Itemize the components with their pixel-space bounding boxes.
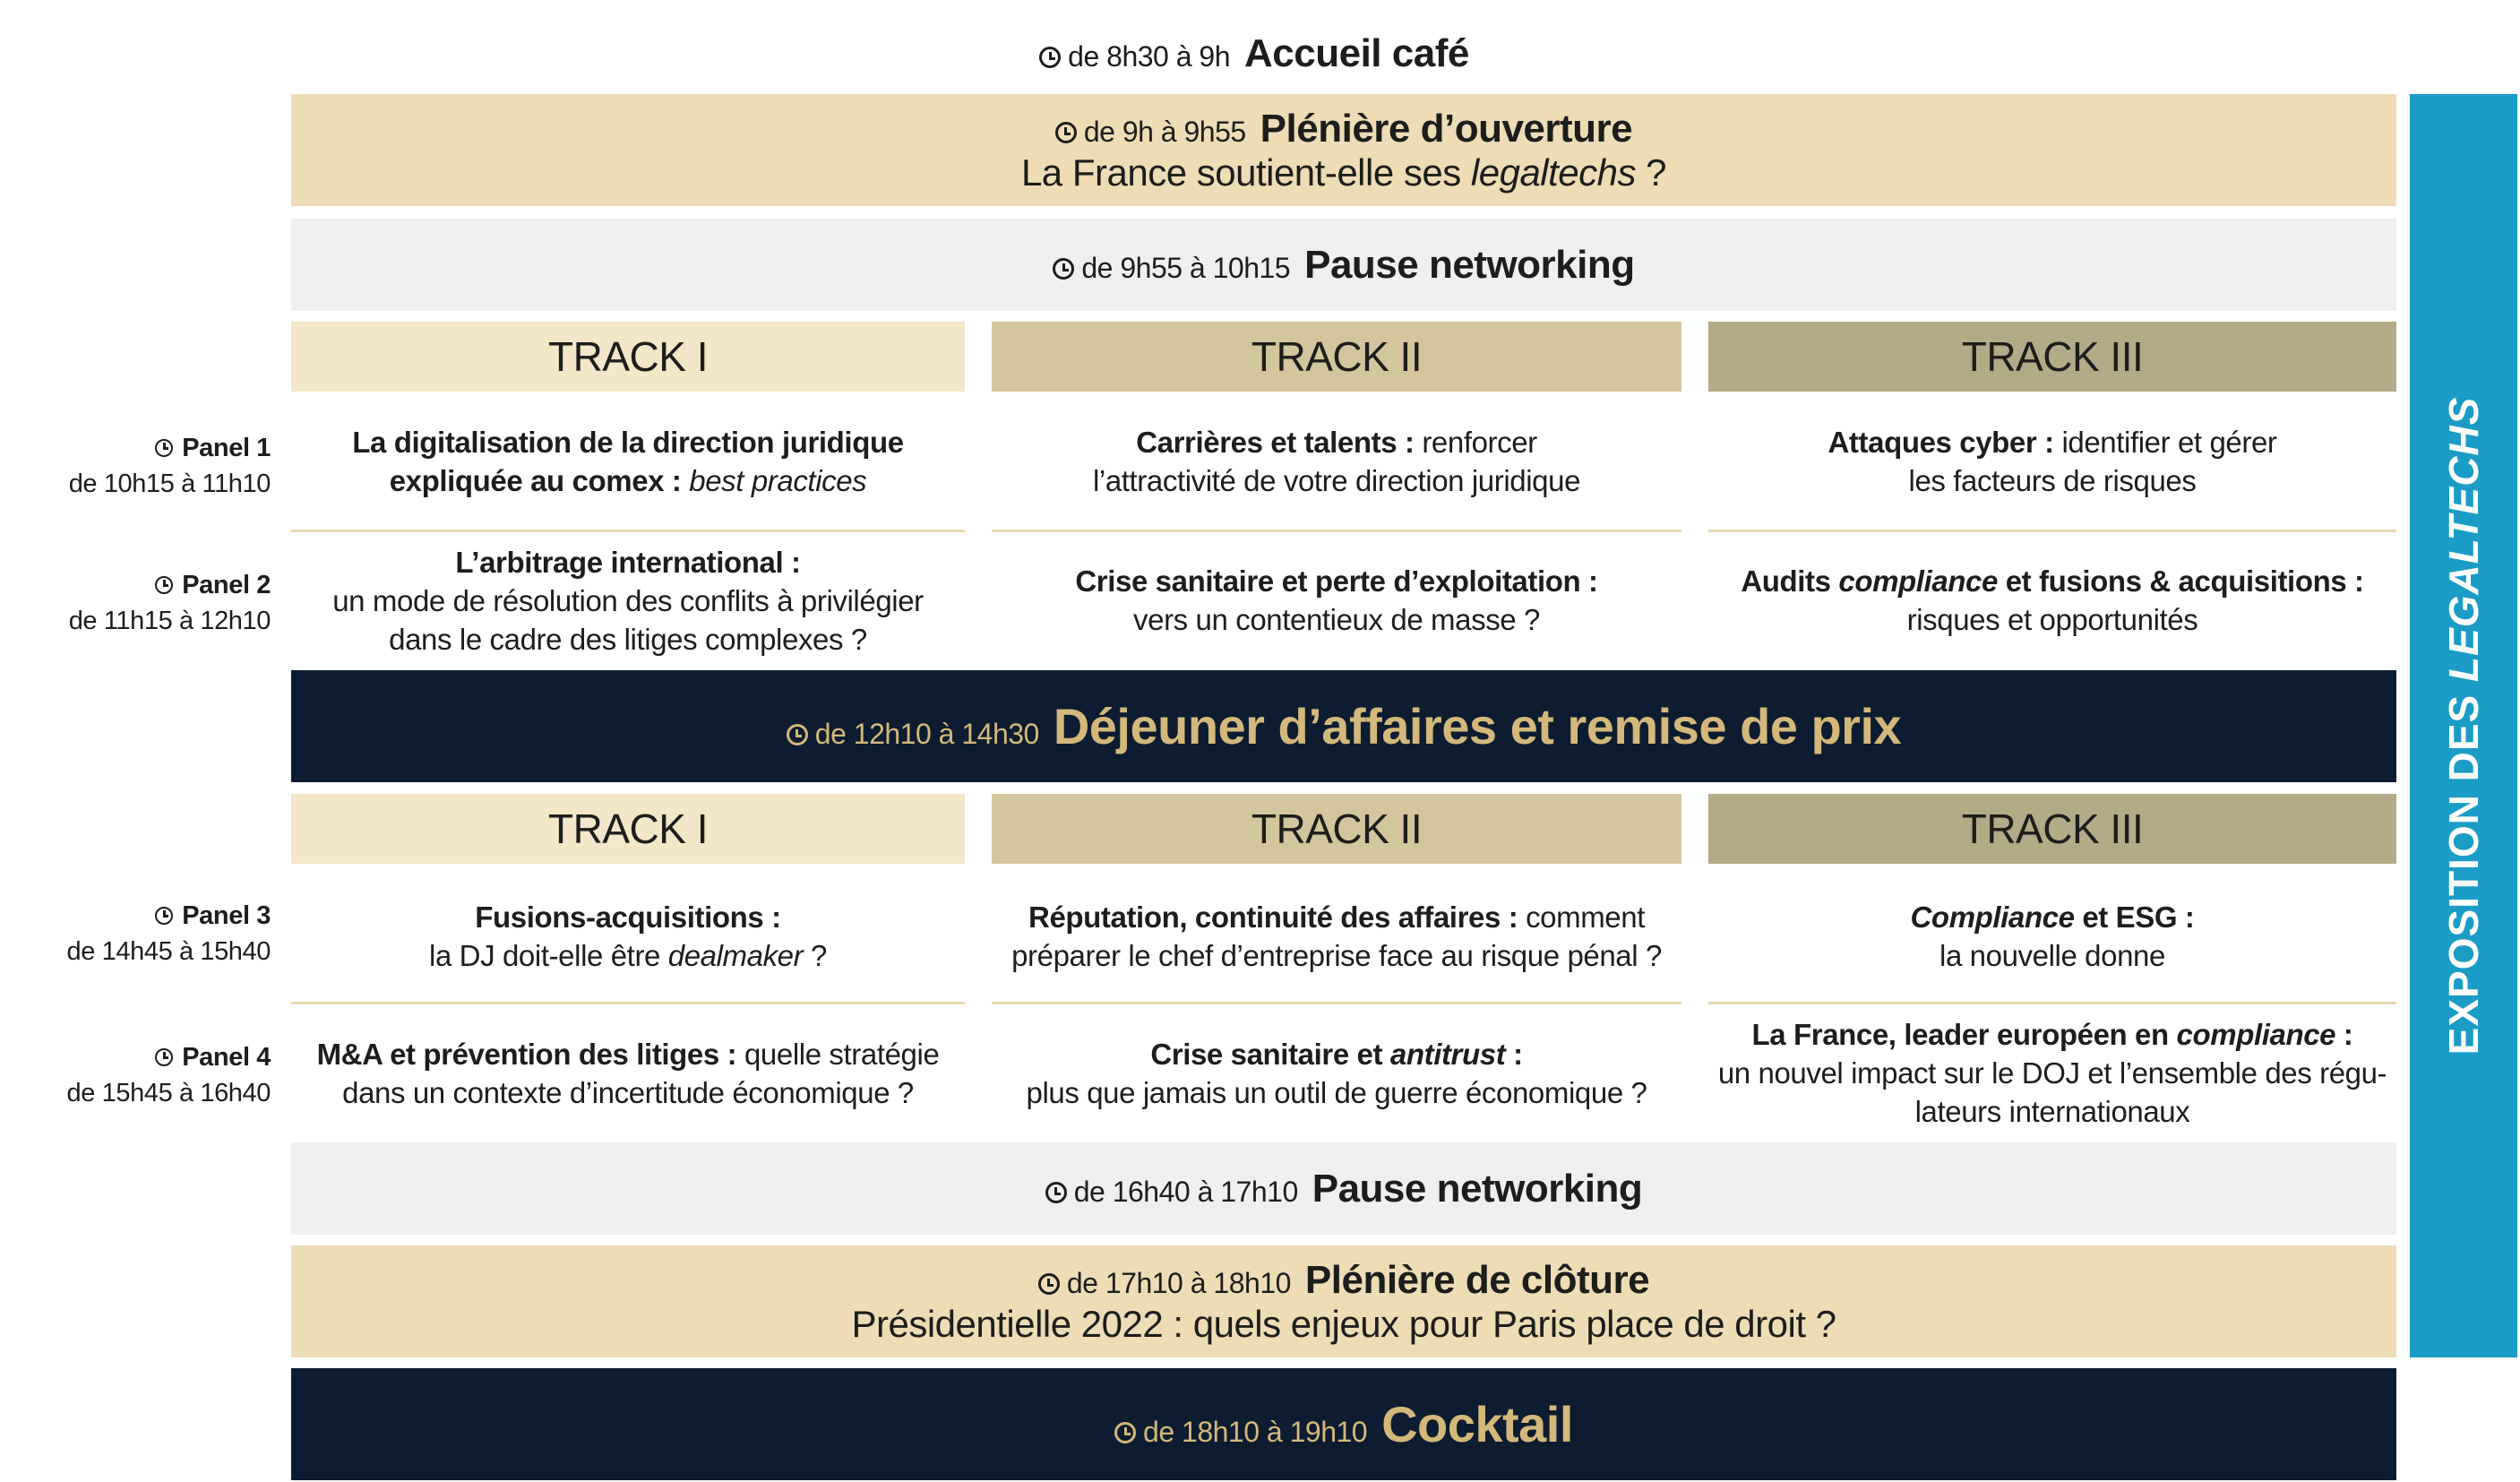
- dejeuner-time: de 12h10 à 14h30: [814, 718, 1039, 750]
- panel-3-track-1: Fusions-acquisitions : la DJ doit-elle être dealmaker ?: [429, 900, 827, 972]
- track-header-2: TRACK II: [992, 794, 1681, 864]
- panel-2-track-1: L’arbitrage international : un mode de résolution des conflits à privilégier dans le cadre des litiges complexes ?: [332, 545, 924, 656]
- pleniere-ouverture-subtitle: La France soutient-elle ses legaltechs ?: [1020, 151, 1667, 194]
- panel-1-label: Panel 1 de 10h15 à 11h10: [68, 434, 271, 498]
- clock-icon: [155, 439, 173, 457]
- panel-4-label: Panel 4 de 15h45 à 16h40: [66, 1043, 271, 1107]
- clock-icon: [1114, 1422, 1136, 1443]
- pause2-title: Pause networking: [1312, 1166, 1643, 1211]
- separator: [992, 1002, 1681, 1004]
- track-header-3: TRACK III: [1708, 322, 2396, 392]
- clock-icon: [787, 724, 808, 745]
- pause2-time: de 16h40 à 17h10: [1073, 1175, 1298, 1208]
- clock-icon: [1038, 1273, 1060, 1295]
- clock-icon: [155, 576, 173, 594]
- track-header-1: TRACK I: [291, 794, 965, 864]
- pleniere-ouverture-time: de 9h à 9h55: [1083, 115, 1246, 148]
- panel-1-track-1: La digitalisation de la direction juridique expliquée au comex : best practices: [352, 426, 904, 497]
- accueil-row: [941, 27, 1568, 81]
- panel-2-label: Panel 2 de 11h15 à 12h10: [68, 571, 271, 635]
- panel-3-track-3: Compliance et ESG : la nouvelle donne: [1910, 900, 2195, 972]
- panel-3-label: Panel 3 de 14h45 à 15h40: [66, 901, 271, 966]
- separator: [1708, 1002, 2396, 1004]
- panel-4-track-1: M&A et prévention des litiges : quelle stratégie dans un contexte d’incertitude économique ?: [316, 1037, 940, 1109]
- clock-icon: [1055, 122, 1077, 143]
- dejeuner-block: [291, 670, 2396, 782]
- panel-3-track-2: Réputation, continuité des affaires : comment préparer le chef d’entreprise face au risque pénal ?: [1011, 900, 1662, 972]
- panel-1-track-3: Attaques cyber : identifier et gérer les facteurs de risques: [1828, 426, 2277, 497]
- pleniere-cloture-subtitle: Présidentielle 2022 : quels enjeux pour Paris place de droit ?: [851, 1302, 1836, 1345]
- separator: [291, 530, 965, 532]
- panel-4-track-2: Crise sanitaire et antitrust : plus que jamais un outil de guerre économique ?: [1026, 1037, 1647, 1109]
- pleniere-cloture-block: [291, 1245, 2396, 1357]
- cocktail-title: Cocktail: [1381, 1396, 1573, 1452]
- track-header-1: TRACK I: [291, 322, 965, 392]
- clock-icon: [155, 907, 173, 925]
- separator: [992, 530, 1681, 532]
- clock-icon: [1053, 258, 1074, 280]
- track-header-2: TRACK II: [992, 322, 1681, 392]
- track-header-3: TRACK III: [1708, 794, 2396, 864]
- exposition-legaltechs-bar: [2410, 94, 2517, 1357]
- separator: [1708, 530, 2396, 532]
- cocktail-block: [291, 1368, 2396, 1480]
- clock-icon: [1045, 1182, 1067, 1203]
- pleniere-cloture-time: de 17h10 à 18h10: [1066, 1266, 1291, 1299]
- clock-icon: [155, 1048, 173, 1066]
- accueil-title: Accueil café: [1244, 31, 1469, 75]
- pause1-time: de 9h55 à 10h15: [1081, 251, 1291, 284]
- clock-icon: [1039, 47, 1061, 68]
- panel-1-track-2: Carrières et talents : renforcer l’attractivité de votre direction juridique: [1092, 426, 1581, 497]
- panel-2-track-3: Audits compliance et fusions & acquisitions : risques et opportunités: [1741, 564, 2364, 636]
- pause-networking-2: [291, 1142, 2396, 1235]
- pause1-title: Pause networking: [1304, 242, 1635, 287]
- pleniere-cloture-title: Plénière de clôture: [1304, 1257, 1650, 1302]
- accueil-time: de 8h30 à 9h: [1068, 40, 1231, 73]
- panel-4-track-3: La France, leader européen en compliance : un nouvel impact sur le DOJ et l’ensemble des régu- lateurs internationaux: [1717, 1018, 2387, 1128]
- pause-networking-1: [291, 219, 2396, 311]
- dejeuner-title: Déjeuner d’affaires et remise de prix: [1053, 698, 1902, 754]
- pleniere-ouverture-block: [291, 94, 2396, 206]
- pleniere-ouverture-title: Plénière d’ouverture: [1260, 106, 1633, 151]
- panel-2-track-2: Crise sanitaire et perte d’exploitation : vers un contentieux de masse ?: [1075, 564, 1598, 636]
- separator: [291, 1002, 965, 1004]
- cocktail-time: de 18h10 à 19h10: [1143, 1416, 1368, 1448]
- exposition-legaltechs-label: EXPOSITION DES LEGALTECHS: [2440, 396, 2487, 1055]
